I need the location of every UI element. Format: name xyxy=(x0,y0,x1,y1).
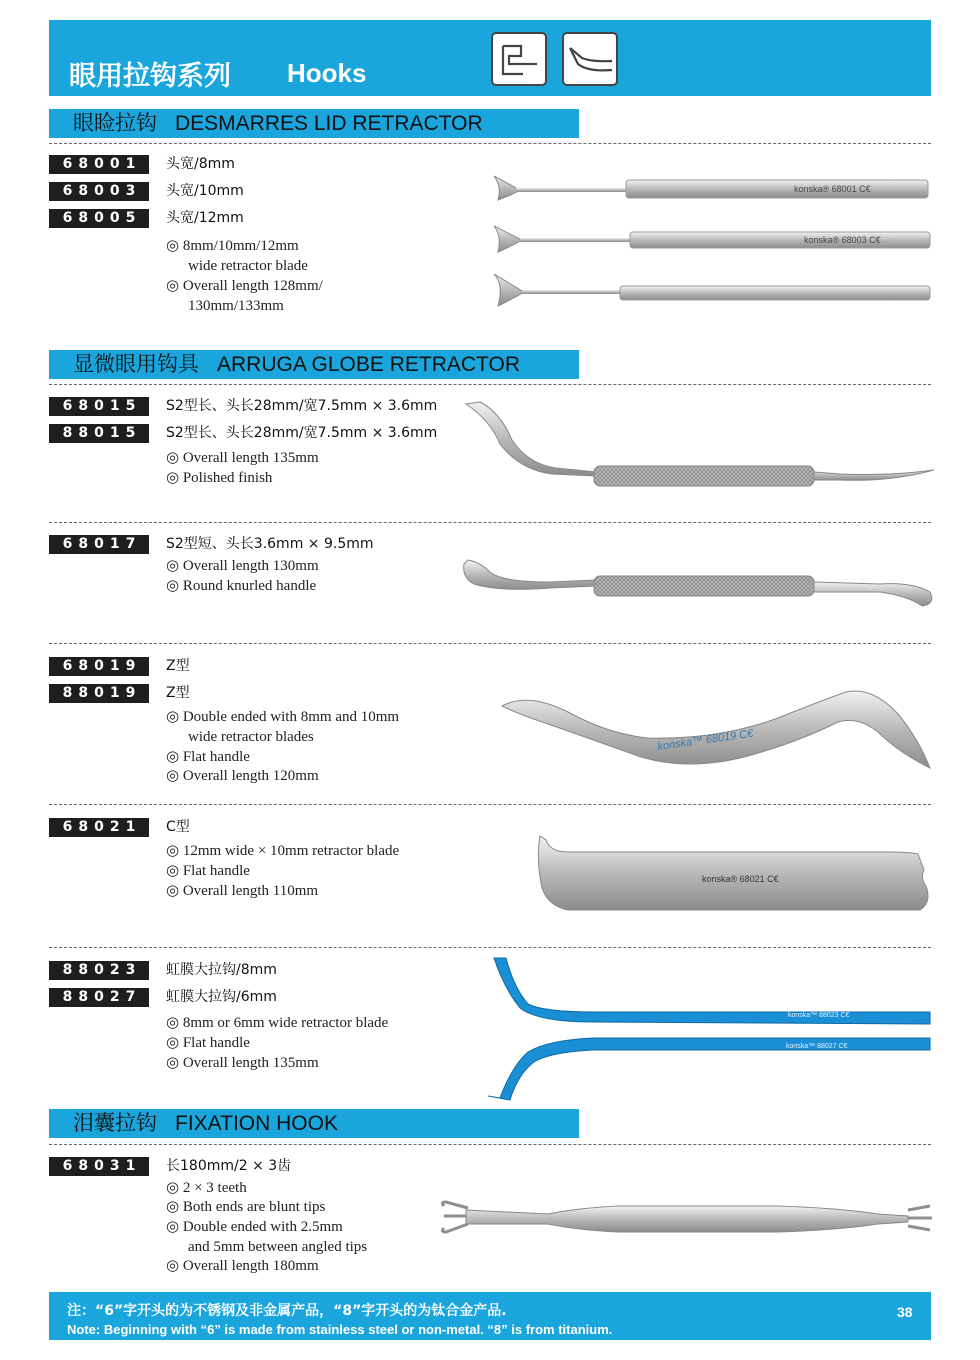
engraving-88027: konska™ 88027 C€ xyxy=(786,1043,848,1050)
divider xyxy=(49,522,931,523)
product-code-68019: 68019 xyxy=(49,657,149,676)
feature-text: ◎ 2 × 3 teeth xyxy=(166,1180,247,1196)
product-code-88027: 88027 xyxy=(49,988,149,1007)
product-code-68003: 68003 xyxy=(49,182,149,201)
feature-text: ◎ Overall length 130mm xyxy=(166,558,319,574)
product-desc-68021: C型 xyxy=(166,819,190,835)
z-type-retractor-image xyxy=(498,686,938,776)
product-desc-68015: S2型长、头长28mm/宽7.5mm × 3.6mm xyxy=(166,398,438,414)
footer-note-en: Note: Beginning with “6” is made from stainless steel or non-metal. “8” is from titanium. xyxy=(67,1322,613,1337)
product-desc-68001: 头宽/8mm xyxy=(166,156,235,172)
product-code-88015: 88015 xyxy=(49,424,149,443)
product-desc-88023: 虹膜大拉钩/8mm xyxy=(166,962,277,978)
section-title-cn: 眼睑拉钩 xyxy=(73,111,157,135)
product-desc-68003: 头宽/10mm xyxy=(166,183,244,199)
divider xyxy=(49,804,931,805)
hook-s-icon xyxy=(491,32,547,86)
iris-retractors-image xyxy=(484,954,938,1104)
desmarres-retractors-image xyxy=(480,160,940,320)
product-desc-68019: Z型 xyxy=(166,658,190,674)
divider xyxy=(49,643,931,644)
feature-text: and 5mm between angled tips xyxy=(188,1239,368,1255)
feature-text: ◎ Flat handle xyxy=(166,863,250,879)
hook-angled-icon xyxy=(562,32,618,86)
section-arruga-header xyxy=(49,350,579,379)
page-number: 38 xyxy=(897,1304,913,1320)
fixation-hook-image xyxy=(438,1194,938,1248)
feature-text: ◎ Overall length 135mm xyxy=(166,1055,319,1071)
section-title-cn: 泪囊拉钩 xyxy=(73,1111,157,1135)
feature-text: ◎ Overall length 110mm xyxy=(166,883,319,899)
product-code-68001: 68001 xyxy=(49,155,149,174)
section-title-en: DESMARRES LID RETRACTOR xyxy=(175,112,483,135)
product-desc-88015: S2型长、头长28mm/宽7.5mm × 3.6mm xyxy=(166,425,438,441)
divider xyxy=(49,1144,931,1145)
feature-text: ◎ Overall length 180mm xyxy=(166,1258,319,1274)
header-title-en: Hooks xyxy=(287,58,367,88)
feature-text: ◎ Double ended with 2.5mm xyxy=(166,1219,343,1235)
product-desc-88027: 虹膜大拉钩/6mm xyxy=(166,989,277,1005)
product-code-88023: 88023 xyxy=(49,961,149,980)
engraving-68019: konska™ 68019 C€ xyxy=(656,727,755,753)
section-title-en: ARRUGA GLOBE RETRACTOR xyxy=(217,353,521,376)
feature-text: 130mm/133mm xyxy=(188,298,284,314)
product-code-68015: 68015 xyxy=(49,397,149,416)
product-code-68005: 68005 xyxy=(49,209,149,228)
feature-text: wide retractor blades xyxy=(188,729,314,745)
feature-text: ◎ Both ends are blunt tips xyxy=(166,1199,326,1215)
feature-text: wide retractor blade xyxy=(188,258,308,274)
engraving-88023: konska™ 88023 C€ xyxy=(788,1012,850,1019)
header-title-cn: 眼用拉钩系列 xyxy=(69,61,231,92)
product-code-68017: 68017 xyxy=(49,535,149,554)
product-desc-68005: 头宽/12mm xyxy=(166,210,244,226)
product-code-88019: 88019 xyxy=(49,684,149,703)
feature-text: ◎ Polished finish xyxy=(166,470,273,486)
feature-text: ◎ Flat handle xyxy=(166,1035,250,1051)
c-type-retractor-image xyxy=(528,830,938,914)
page-footer xyxy=(49,1292,931,1340)
feature-text: ◎ 8mm/10mm/12mm xyxy=(166,238,299,254)
product-code-68021: 68021 xyxy=(49,818,149,837)
product-code-68031: 68031 xyxy=(49,1157,149,1176)
engraving-68003: konska® 68003 C€ xyxy=(804,235,881,245)
arruga-short-retractor-image xyxy=(460,556,940,616)
feature-text: ◎ Overall length 135mm xyxy=(166,450,319,466)
feature-text: ◎ Overall length 120mm xyxy=(166,768,319,784)
feature-text: ◎ Double ended with 8mm and 10mm xyxy=(166,709,400,725)
divider xyxy=(49,384,931,385)
section-desmarres-header xyxy=(49,109,579,138)
feature-text: ◎ 12mm wide × 10mm retractor blade xyxy=(166,843,400,859)
product-desc-68031: 长180mm/2 × 3齿 xyxy=(166,1158,292,1174)
page-header xyxy=(49,20,931,96)
footer-note-cn: 注：“6”字开头的为不锈钢及非金属产品，“8”字开头的为钛合金产品. xyxy=(67,1303,507,1319)
engraving-68021: konska® 68021 C€ xyxy=(702,874,779,884)
feature-text: ◎ 8mm or 6mm wide retractor blade xyxy=(166,1015,389,1031)
feature-text: ◎ Flat handle xyxy=(166,749,250,765)
engraving-68001: konska® 68001 C€ xyxy=(794,184,871,194)
product-desc-68017: S2型短、头长3.6mm × 9.5mm xyxy=(166,536,374,552)
divider xyxy=(49,947,931,948)
section-title-en: FIXATION HOOK xyxy=(175,1112,338,1135)
section-fixation-header xyxy=(49,1109,579,1138)
section-title-cn: 显微眼用钩具 xyxy=(73,352,199,376)
product-desc-88019: Z型 xyxy=(166,685,190,701)
divider xyxy=(49,143,931,144)
feature-text: ◎ Overall length 128mm/ xyxy=(166,278,323,294)
feature-text: ◎ Round knurled handle xyxy=(166,578,317,594)
arruga-long-retractor-image xyxy=(460,398,940,498)
